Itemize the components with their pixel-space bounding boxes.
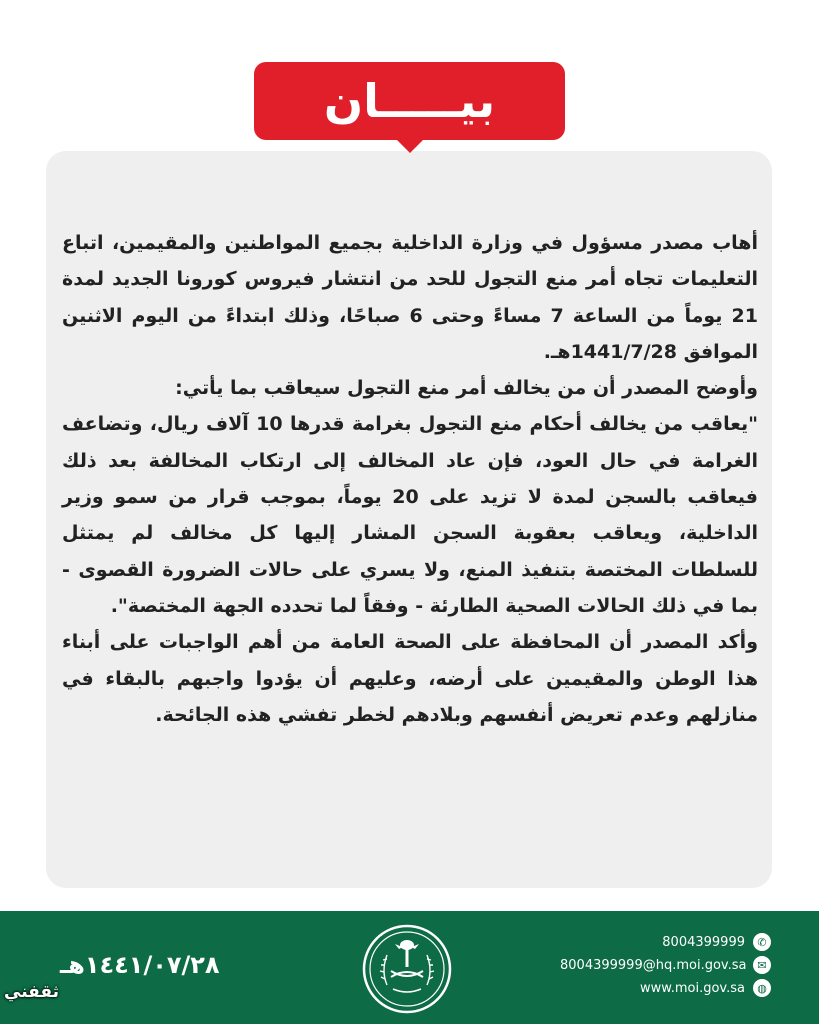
contact-website[interactable]: [560, 979, 771, 997]
footer-bar: [0, 911, 819, 1024]
ministry-emblem-icon: [361, 923, 453, 1015]
watermark-logo: ثقفني: [4, 982, 59, 1002]
phone-icon: ✆: [753, 933, 771, 951]
contact-website-text: www.moi.gov.sa: [640, 980, 745, 996]
paragraph-4: وأكد المصدر أن المحافظة على الصحة العامة من أهم الواجبات على أبناء هذا الوطن والمقيمين على أرضه، وعليهم أن يؤدوا واجبهم بالبقاء في منازلهم وعدم تعريض أنفسهم وبلادهم لخطر تفشي هذه الجائحة.: [62, 631, 758, 726]
contact-phone[interactable]: [560, 933, 771, 951]
paragraph-3: "يعاقب من يخالف أحكام منع التجول بغرامة قدرها 10 آلاف ريال، وتضاعف الغرامة في حال العود، فإن عاد المخالف إلى ارتكاب المخالفة بعد ذلك فيعاقب بالسجن لمدة لا تزيد على 20 يوماً، بموجب قرار من سمو وزير الداخلية، ويعاقب بعقوبة السجن المشار إليها كل مخالف لم يمتثل للسلطات المختصة بتنفيذ المنع، ولا يسري على حالات الضرورة القصوى - بما في ذلك الحالات الصحية الطارئة - وفقاً لما تحدده الجهة المختصة".: [62, 413, 758, 617]
statement-body: [62, 225, 758, 733]
title-pointer: [396, 139, 424, 153]
footer-date: ١٤٤١/٠٧/٢٨هـ: [60, 951, 220, 979]
contact-phone-text: 8004399999: [662, 934, 745, 950]
page-title: بيـــــان: [323, 74, 496, 128]
contact-email[interactable]: [560, 956, 771, 974]
mail-icon: ✉: [753, 956, 771, 974]
paragraph-2: وأوضح المصدر أن من يخالف أمر منع التجول سيعاقب بما يأتي:: [175, 377, 758, 400]
paragraph-1: أهاب مصدر مسؤول في وزارة الداخلية بجميع المواطنين والمقيمين، اتباع التعليمات تجاه أمر منع التجول للحد من انتشار فيروس كورونا الجديد لمدة 21 يوماً من الساعة 7 مساءً وحتى 6 صباحًا، وذلك ابتداءً من اليوم الاثنين الموافق 1441/7/28هـ.: [62, 232, 758, 363]
contact-email-text: 8004399999@hq.moi.gov.sa: [560, 957, 747, 973]
globe-icon: ◍: [753, 979, 771, 997]
title-badge: [254, 62, 565, 140]
